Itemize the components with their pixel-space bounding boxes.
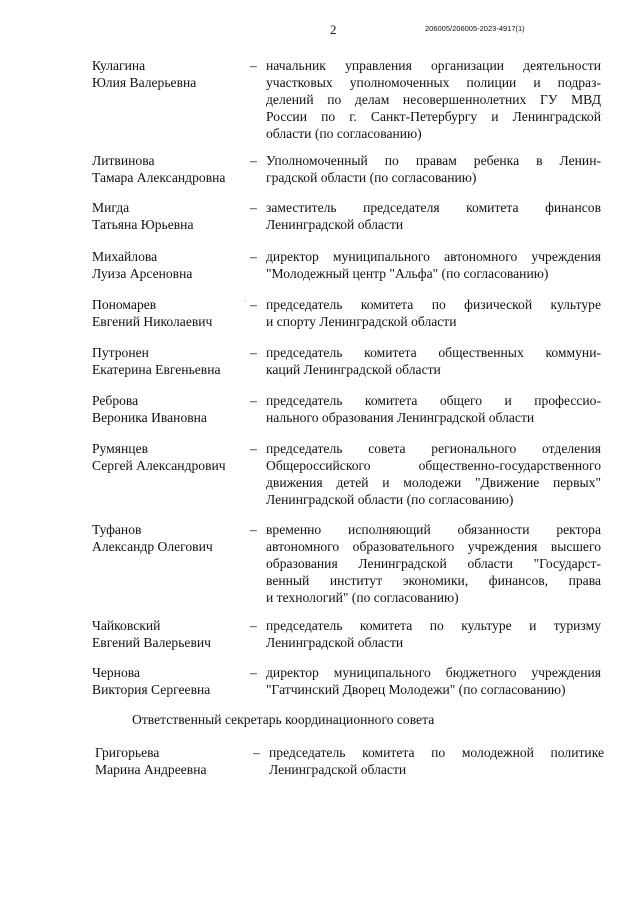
- member-name: [92, 344, 257, 378]
- member-surname: Румянцев: [92, 441, 149, 456]
- role-line: директор муниципального автономного учреждения: [266, 249, 601, 264]
- role-line: председатель комитета по молодежной политике: [269, 745, 604, 760]
- member-role: [266, 521, 601, 606]
- member-surname: Туфанов: [92, 522, 142, 537]
- member-role: [266, 617, 601, 651]
- member-name: [92, 664, 257, 698]
- role-line: и спорту Ленинградской области: [266, 314, 457, 329]
- member-name: [92, 57, 257, 91]
- member-surname: Литвинова: [92, 153, 155, 168]
- role-line: Ленинградской области: [266, 635, 404, 650]
- role-line: градской области (по согласованию): [266, 170, 477, 185]
- role-line: временно исполняющий обязанности ректора: [266, 522, 601, 537]
- role-line: и технологий" (по согласованию): [266, 590, 459, 605]
- role-line: "Молодежный центр "Альфа" (по согласованию): [266, 266, 549, 281]
- member-name: [92, 248, 257, 282]
- role-line: области (по согласованию): [266, 126, 422, 141]
- member-role: [266, 57, 601, 142]
- member-role: [266, 296, 601, 330]
- member-name: [92, 392, 257, 426]
- dash-separator: –: [250, 665, 257, 680]
- role-line: начальник управления организации деятельности: [266, 58, 601, 73]
- member-role: [266, 344, 601, 378]
- member-role: [269, 744, 604, 778]
- member-name: [92, 296, 257, 330]
- role-line: "Гатчинский Дворец Молодежи" (по согласованию): [266, 682, 566, 697]
- dash-separator: –: [250, 618, 257, 633]
- role-line: Уполномоченный по правам ребенка в Ленин-: [266, 153, 601, 168]
- member-name: [95, 744, 260, 778]
- member-role: [266, 152, 601, 186]
- secretary-heading: Ответственный секретарь координационного совета: [132, 712, 435, 727]
- role-line: Ленинградской области: [266, 217, 404, 232]
- role-line: Общероссийского общественно-государственного: [266, 458, 601, 473]
- dash-separator: –: [250, 153, 257, 168]
- member-surname: Чернова: [92, 665, 141, 680]
- member-role: [266, 664, 601, 698]
- role-line: венный институт экономики, финансов, права: [266, 573, 601, 588]
- dash-separator: –: [250, 393, 257, 408]
- role-line: движения детей и молодежи "Движение первых": [266, 475, 601, 490]
- member-surname: Михайлова: [92, 249, 158, 264]
- page-number: 2: [330, 22, 337, 37]
- member-role: [266, 392, 601, 426]
- role-line: председатель комитета по культуре и туризму: [266, 618, 601, 633]
- member-given-name: Евгений Валерьевич: [92, 635, 211, 650]
- dash-separator: –: [253, 745, 260, 760]
- role-line: участковых уполномоченных полиции и подраз-: [266, 75, 601, 90]
- member-role: [266, 440, 601, 508]
- role-line: директор муниципального бюджетного учреждения: [266, 665, 601, 680]
- member-given-name: Юлия Валерьевна: [92, 75, 197, 90]
- role-line: председатель комитета общественных коммуни-: [266, 345, 601, 360]
- scan-speck: ·: [244, 297, 247, 306]
- dash-separator: –: [250, 200, 257, 215]
- dash-separator: –: [250, 441, 257, 456]
- member-role: [266, 199, 601, 233]
- member-given-name: Вероника Ивановна: [92, 410, 207, 425]
- member-given-name: Марина Андреевна: [95, 762, 207, 777]
- member-given-name: Сергей Александрович: [92, 458, 226, 473]
- role-line: образования Ленинградской области "Государст-: [266, 556, 601, 571]
- member-given-name: Виктория Сергеевна: [92, 682, 211, 697]
- document-code: 206005/206005-2023-4917(1): [425, 24, 525, 33]
- member-surname: Путронен: [92, 345, 149, 360]
- member-name: [92, 152, 257, 186]
- member-given-name: Екатерина Евгеньевна: [92, 362, 221, 377]
- member-given-name: Луиза Арсеновна: [92, 266, 193, 281]
- role-line: Ленинградской области (по согласованию): [266, 492, 514, 507]
- role-line: автономного образовательного учреждения высшего: [266, 539, 601, 554]
- role-line: делений по делам несовершеннолетних ГУ МВД: [266, 92, 601, 107]
- member-name: [92, 617, 257, 651]
- member-name: [92, 199, 257, 233]
- member-surname: Мигда: [92, 200, 130, 215]
- role-line: каций Ленинградской области: [266, 362, 441, 377]
- dash-separator: –: [250, 297, 257, 312]
- role-line: России по г. Санкт-Петербургу и Ленинградской: [266, 109, 601, 124]
- member-given-name: Тамара Александровна: [92, 170, 226, 185]
- dash-separator: –: [250, 522, 257, 537]
- dash-separator: –: [250, 249, 257, 264]
- role-line: председатель комитета по физической культуре: [266, 297, 601, 312]
- member-surname: Пономарев: [92, 297, 157, 312]
- member-role: [266, 248, 601, 282]
- member-surname: Чайковский: [92, 618, 161, 633]
- dash-separator: –: [250, 58, 257, 73]
- role-line: Ленинградской области: [269, 762, 407, 777]
- member-surname: Григорьева: [95, 745, 160, 760]
- role-line: председатель совета регионального отделения: [266, 441, 601, 456]
- role-line: заместитель председателя комитета финансов: [266, 200, 601, 215]
- dash-separator: –: [250, 345, 257, 360]
- member-name: [92, 440, 257, 474]
- role-line: председатель комитета общего и профессио-: [266, 393, 601, 408]
- member-given-name: Евгений Николаевич: [92, 314, 213, 329]
- member-given-name: Александр Олегович: [92, 539, 213, 554]
- role-line: нального образования Ленинградской области: [266, 410, 535, 425]
- member-surname: Кулагина: [92, 58, 146, 73]
- member-name: [92, 521, 257, 555]
- member-surname: Реброва: [92, 393, 139, 408]
- member-given-name: Татьяна Юрьевна: [92, 217, 194, 232]
